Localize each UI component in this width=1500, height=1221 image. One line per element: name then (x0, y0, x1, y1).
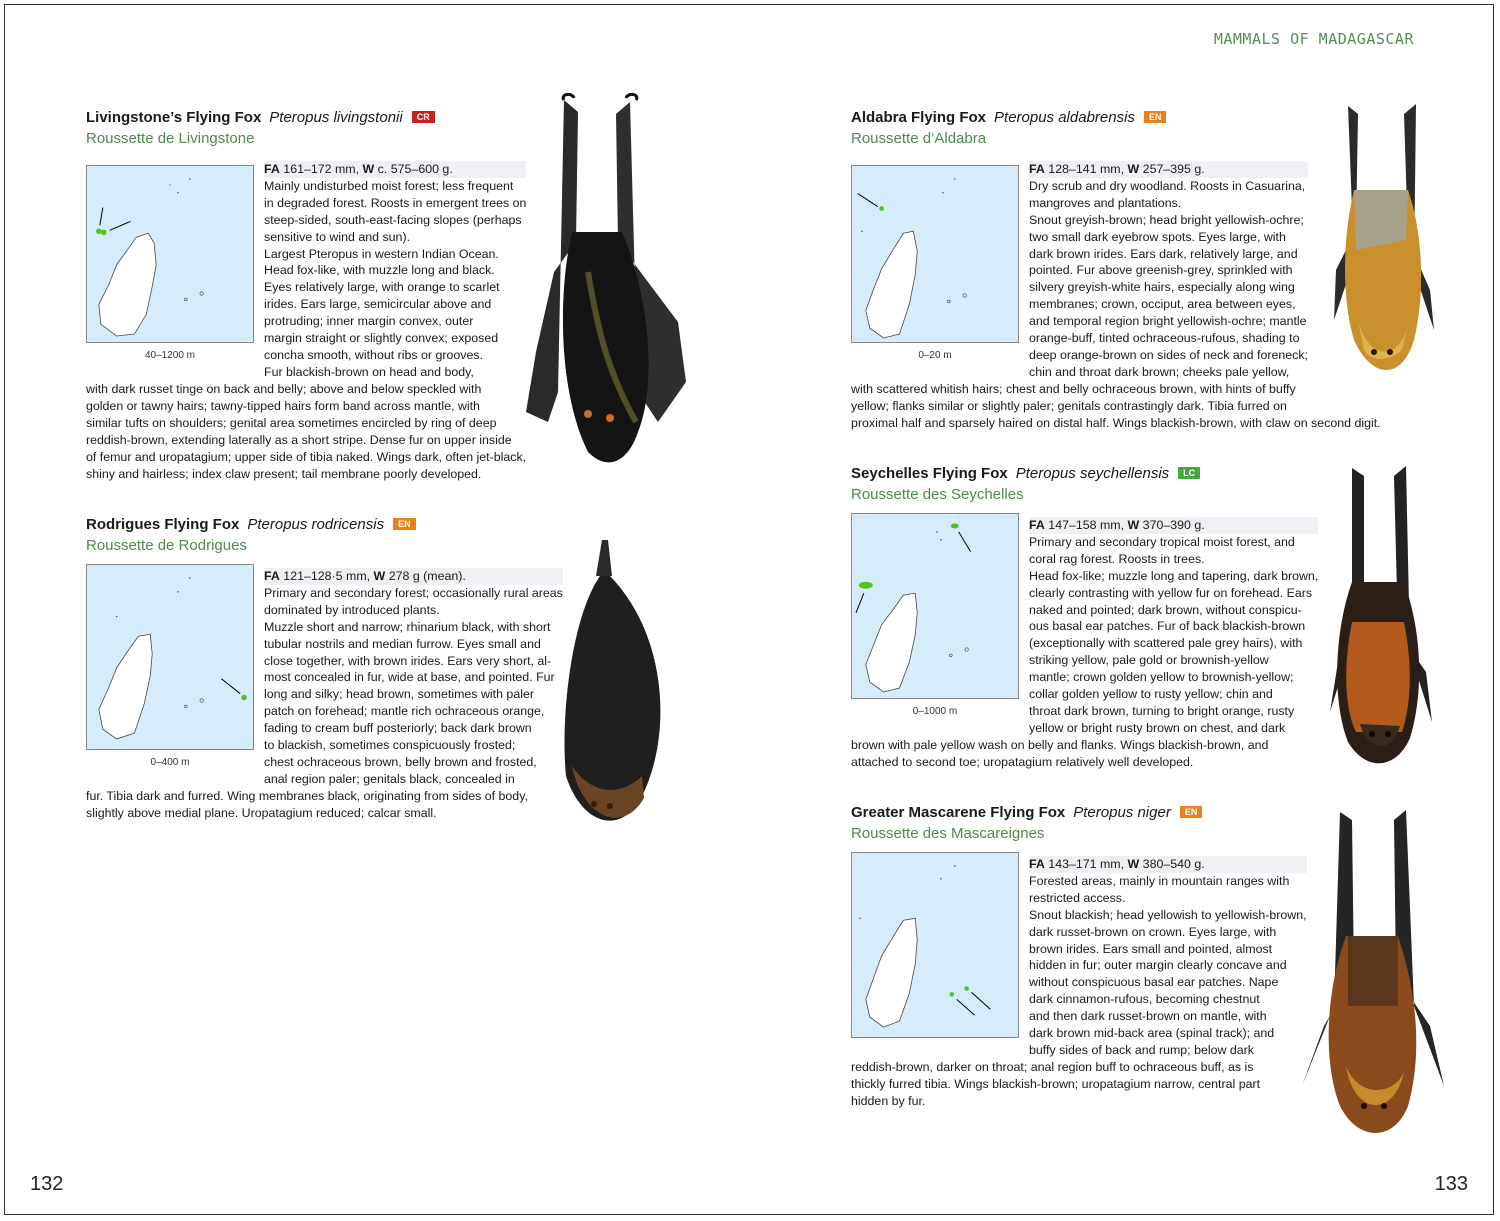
madagascar-outline (99, 634, 152, 739)
description-wide: fur. Tibia dark and furred. Wing membranes black, originating from sides of body, slightly above medial plane. Uropatagium reduced; calcar small. (86, 789, 528, 820)
distribution-map (851, 165, 1019, 343)
range-marker (241, 695, 247, 701)
elevation-range: 40–1200 m (144, 350, 196, 361)
description-wide: reddish-brown, darker on throat; anal region buff to ochraceous buff, as is thickly furred tibia. Wings blackish-brown; uropatagium narrow, central part hidden by fur. (851, 1060, 1261, 1108)
madagascar-outline (866, 231, 917, 338)
measurements: FA 161–172 mm, W c. 575–600 g. (264, 161, 526, 178)
description-narrow: FA 161–172 mm, W c. 575–600 g. Mainly undisturbed moist forest; less frequent in degraded forest. Roosts in emergent trees on steep-sided, south-east-facing slopes (perhaps sensitive to wind and sun). Largest Pteropus in western Indian Ocean. Head fox-like, with muzzle long and black. Eyes relatively large, with orange to scarlet irides. Ears large, semicircular above and protruding; inner margin convex, outer margin straight or slightly convex; exposed concha smooth, without ribs or grooves. Fur blackish-brown on head and body, (264, 162, 527, 379)
description-narrow: FA 121–128·5 mm, W 278 g (mean). Primary and secondary forest; occasionally rural areas dominated by introduced plants. Muzzle short and narrow; rhinarium black, with short tubular nostrils and median furrow. Eyes small and close together, with brown irides. Ears very short, al- most concealed in fur, wide at base, and pointed. Fur long and silky; head brown, sometimes with paler patch on forehead; mantle rich ochraceous orange, fading to cream buff posteriorly; back dark brown to blackish, sometimes conspicuously frosted; chest ochraceous brown, belly brown and frosted, anal region paler; genitals black, concealed in (264, 569, 563, 786)
running-header: MAMMALS OF MADAGASCAR (1213, 30, 1414, 48)
range-marker (101, 229, 107, 235)
map-graphic (852, 166, 1018, 342)
bat-illustration-seychelles (1312, 462, 1442, 776)
french-name: Roussette des Seychelles (851, 486, 1024, 503)
map-graphic (852, 853, 1018, 1037)
description-narrow: FA 128–141 mm, W 257–395 g. Dry scrub and dry woodland. Roosts in Casuarina, mangroves and plantations. Snout greyish-brown; head bright yellowish-ochre; two small dark eyebrow spots. Eyes large, with dark brown irides. Ears dark, relatively large, and pointed. Fur above greenish-grey, sprinkled with silvery greyish-white hairs, especially along wing membranes; crown, occiput, area between eyes, and temporal region bright yellowish-ochre; mantle orange-buff, tinted ochraceous-rufous, shading to deep orange-brown on sides of neck and foreneck; chin and throat dark brown; cheeks pale yellow, (1029, 162, 1308, 379)
description-wide: with dark russet tinge on back and belly; above and below speckled with golden or tawny hairs; tawny-tipped hairs form band across mantle, with similar tufts on shoulders; genital area sometimes encircled by ring of deep reddish-brown, extending laterally as a short stripe. Dense fur on upper inside of femur and uropatagium; upper side of tibia naked. Wings dark, often jet-black, shiny and hairless; index claw present; tail membrane poorly developed. (86, 382, 527, 481)
common-name: Rodrigues Flying Fox (86, 516, 240, 533)
range-marker (964, 986, 969, 991)
range-arrow-icon (957, 999, 975, 1015)
status-badge: EN (393, 518, 416, 530)
french-name: Roussette de Livingstone (86, 130, 255, 147)
description-narrow: FA 143–171 mm, W 380–540 g. Forested areas, mainly in mountain ranges with restricted access. Snout blackish; head yellowish to yellowish-brown, dark russet-brown on crown. Eyes large, with brown irides. Ears small and pointed, almost hidden in fur; outer margin clearly concave and without conspicuous basal ear patches. Nape dark cinnamon-rufous, becoming chestnut and then dark russet-brown on mantle, with dark brown mid-back area (spinal track); and buffy sides of back and rump; below dark (1029, 857, 1307, 1057)
page-number-left: 132 (30, 1173, 64, 1195)
range-arrow-icon (959, 532, 971, 552)
measurements: FA 121–128·5 mm, W 278 g (mean). (264, 568, 563, 585)
scientific-name: Pteropus aldabrensis (994, 109, 1135, 126)
distribution-map (851, 513, 1019, 699)
description-narrow: FA 147–158 mm, W 370–390 g. Primary and secondary tropical moist forest, and coral rag forest. Roosts in trees. Head fox-like; muzzle long and tapering, dark brown, clearly contrasting with yellow fur on forehead. Ears naked and pointed; dark brown, without conspicu- ous basal ear patches. Fur of back blackish-brown (exceptionally with scattered pale grey hairs), with striking yellow, pale gold or brownish-yellow mantle; crown golden yellow to brownish-yellow; collar golden yellow to rusty yellow; chin and throat dark brown, turning to bright orange, rusty yellow or bright rusty brown on chest, and dark (1029, 518, 1319, 735)
map-graphic (87, 565, 253, 749)
range-arrow-icon (858, 194, 878, 207)
species-entry-greater-mascarene (851, 803, 1331, 1113)
common-name: Livingstone’s Flying Fox (86, 109, 262, 126)
species-entry-livingstone (86, 108, 566, 488)
range-arrow-icon (221, 679, 240, 694)
map-graphic (87, 166, 253, 342)
madagascar-outline (866, 918, 917, 1027)
species-title (851, 108, 1166, 128)
distribution-map (851, 852, 1019, 1038)
page-number-right: 133 (1434, 1173, 1468, 1195)
range-marker (951, 523, 959, 528)
map-graphic (852, 514, 1018, 698)
bat-illustration-livingstone (518, 92, 690, 478)
range-marker (879, 206, 884, 211)
distribution-map (86, 564, 254, 750)
elevation-range: 0–20 m (918, 350, 952, 361)
scientific-name: Pteropus livingstonii (269, 109, 403, 126)
measurements: FA 143–171 mm, W 380–540 g. (1029, 856, 1307, 873)
distribution-map (86, 165, 254, 343)
description-wide: with scattered whitish hairs; chest and belly ochraceous brown, with hints of buffy yellow; flanks similar or slightly paler; genitals contrastingly dark. Tibia furred on proximal half and sparsely haired on distal half. Wings blackish-brown, with claw on second digit. (851, 382, 1381, 430)
measurements: FA 147–158 mm, W 370–390 g. (1029, 517, 1318, 534)
madagascar-outline (866, 593, 917, 692)
bat-illustration-greater-mascarene (1294, 806, 1450, 1148)
common-name: Aldabra Flying Fox (851, 109, 987, 126)
status-badge: EN (1144, 111, 1167, 123)
species-title (86, 515, 416, 535)
species-entry-rodrigues (86, 515, 566, 825)
range-marker (950, 992, 955, 997)
french-name: Roussette des Mascareignes (851, 825, 1045, 842)
status-badge: CR (412, 111, 435, 123)
species-title (851, 464, 1200, 484)
description-wide: brown with pale yellow wash on belly and flanks. Wings blackish-brown, and attached to second toe; uropatagium relatively well developed. (851, 738, 1269, 769)
elevation-range: 0–400 m (150, 757, 190, 768)
range-arrow-icon (972, 992, 991, 1009)
scientific-name: Pteropus rodricensis (247, 516, 385, 533)
species-title (851, 803, 1202, 823)
scientific-name: Pteropus niger (1073, 804, 1171, 821)
french-name: Roussette d’Aldabra (851, 130, 987, 147)
common-name: Greater Mascarene Flying Fox (851, 804, 1066, 821)
range-arrow-icon (856, 593, 864, 613)
bat-illustration-aldabra (1318, 100, 1442, 382)
bat-illustration-rodrigues (552, 536, 674, 846)
species-title (86, 108, 435, 128)
madagascar-outline (99, 233, 156, 336)
range-marker (859, 582, 873, 589)
status-badge: LC (1178, 467, 1200, 479)
elevation-range: 0–1000 m (912, 706, 958, 717)
scientific-name: Pteropus seychellensis (1015, 465, 1170, 482)
range-arrow-icon (100, 208, 103, 226)
species-entry-seychelles (851, 464, 1331, 774)
common-name: Seychelles Flying Fox (851, 465, 1008, 482)
measurements: FA 128–141 mm, W 257–395 g. (1029, 161, 1308, 178)
range-arrow-icon (110, 221, 131, 230)
status-badge: EN (1180, 806, 1203, 818)
french-name: Roussette de Rodrigues (86, 537, 247, 554)
range-marker (96, 229, 102, 235)
